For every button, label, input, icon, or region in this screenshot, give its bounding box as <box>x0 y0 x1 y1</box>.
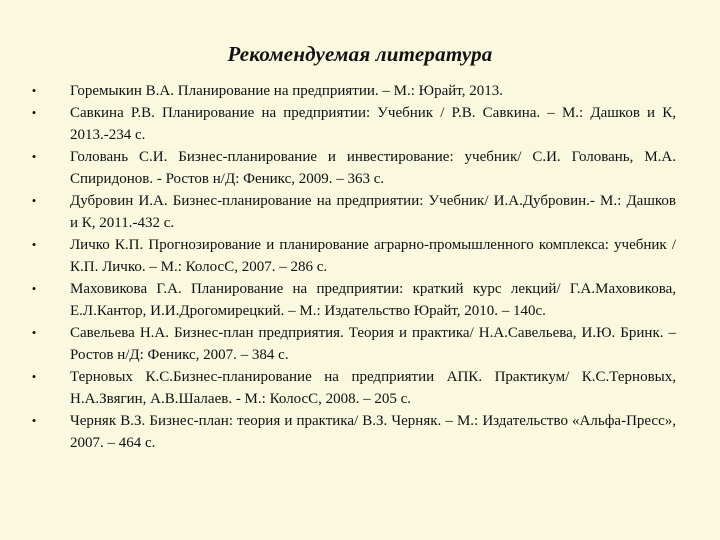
bullet-icon: • <box>31 149 37 164</box>
reference-text: Головань С.И. Бизнес-планирование и инвестирование: учебник/ С.И. Головань, М.А. Спиридонов. - Ростов н/Д: Феникс, 2009. – 363 с. <box>70 149 676 187</box>
reference-item <box>28 366 676 410</box>
bullet-icon: • <box>31 83 37 98</box>
bullet-icon: • <box>31 281 37 296</box>
bullet-icon: • <box>31 325 37 340</box>
reference-text: Савкина Р.В. Планирование на предприятии: Учебник / Р.В. Савкина. – М.: Дашков и К, 2013.-234 с. <box>70 105 676 143</box>
reference-text: Личко К.П. Прогнозирование и планирование аграрно-промышленного комплекса: учебник / К.П. Личко. – М.: КолосС, 2007. – 286 с. <box>70 237 676 275</box>
reference-text: Черняк В.З. Бизнес-план: теория и практика/ В.З. Черняк. – М.: Издательство «Альфа-Пресс», 2007. – 464 с. <box>70 413 676 451</box>
reference-text: Горемыкин В.А. Планирование на предприятии. – М.: Юрайт, 2013. <box>70 83 503 99</box>
bullet-icon: • <box>31 413 37 428</box>
reference-item <box>28 146 676 190</box>
reference-text: Терновых К.С.Бизнес-планирование на предприятии АПК. Практикум/ К.С.Терновых, Н.А.Звягин, А.В.Шалаев. - М.: КолосС, 2008. – 205 с. <box>70 369 676 407</box>
reference-item <box>28 234 676 278</box>
reference-item <box>28 80 676 102</box>
reference-text: Дубровин И.А. Бизнес-планирование на предприятии: Учебник/ И.А.Дубровин.- М.: Дашков и К, 2011.-432 с. <box>70 193 676 231</box>
reference-list <box>28 80 676 454</box>
bullet-icon: • <box>31 193 37 208</box>
bullet-icon: • <box>31 105 37 120</box>
reference-item <box>28 278 676 322</box>
bullet-icon: • <box>31 369 37 384</box>
reference-text: Савельева Н.А. Бизнес-план предприятия. Теория и практика/ Н.А.Савельева, И.Ю. Бринк. – Ростов н/Д: Феникс, 2007. – 384 с. <box>70 325 676 363</box>
reference-item <box>28 102 676 146</box>
bullet-icon: • <box>31 237 37 252</box>
slide-title: Рекомендуемая литература <box>227 42 493 66</box>
reference-item <box>28 410 676 454</box>
reference-text: Маховикова Г.А. Планирование на предприятии: краткий курс лекций/ Г.А.Маховикова, Е.Л.Кантор, И.И.Дрогомирецкий. – М.: Издательство Юрайт, 2010. – 140с. <box>70 281 676 319</box>
reference-item <box>28 190 676 234</box>
reference-item <box>28 322 676 366</box>
